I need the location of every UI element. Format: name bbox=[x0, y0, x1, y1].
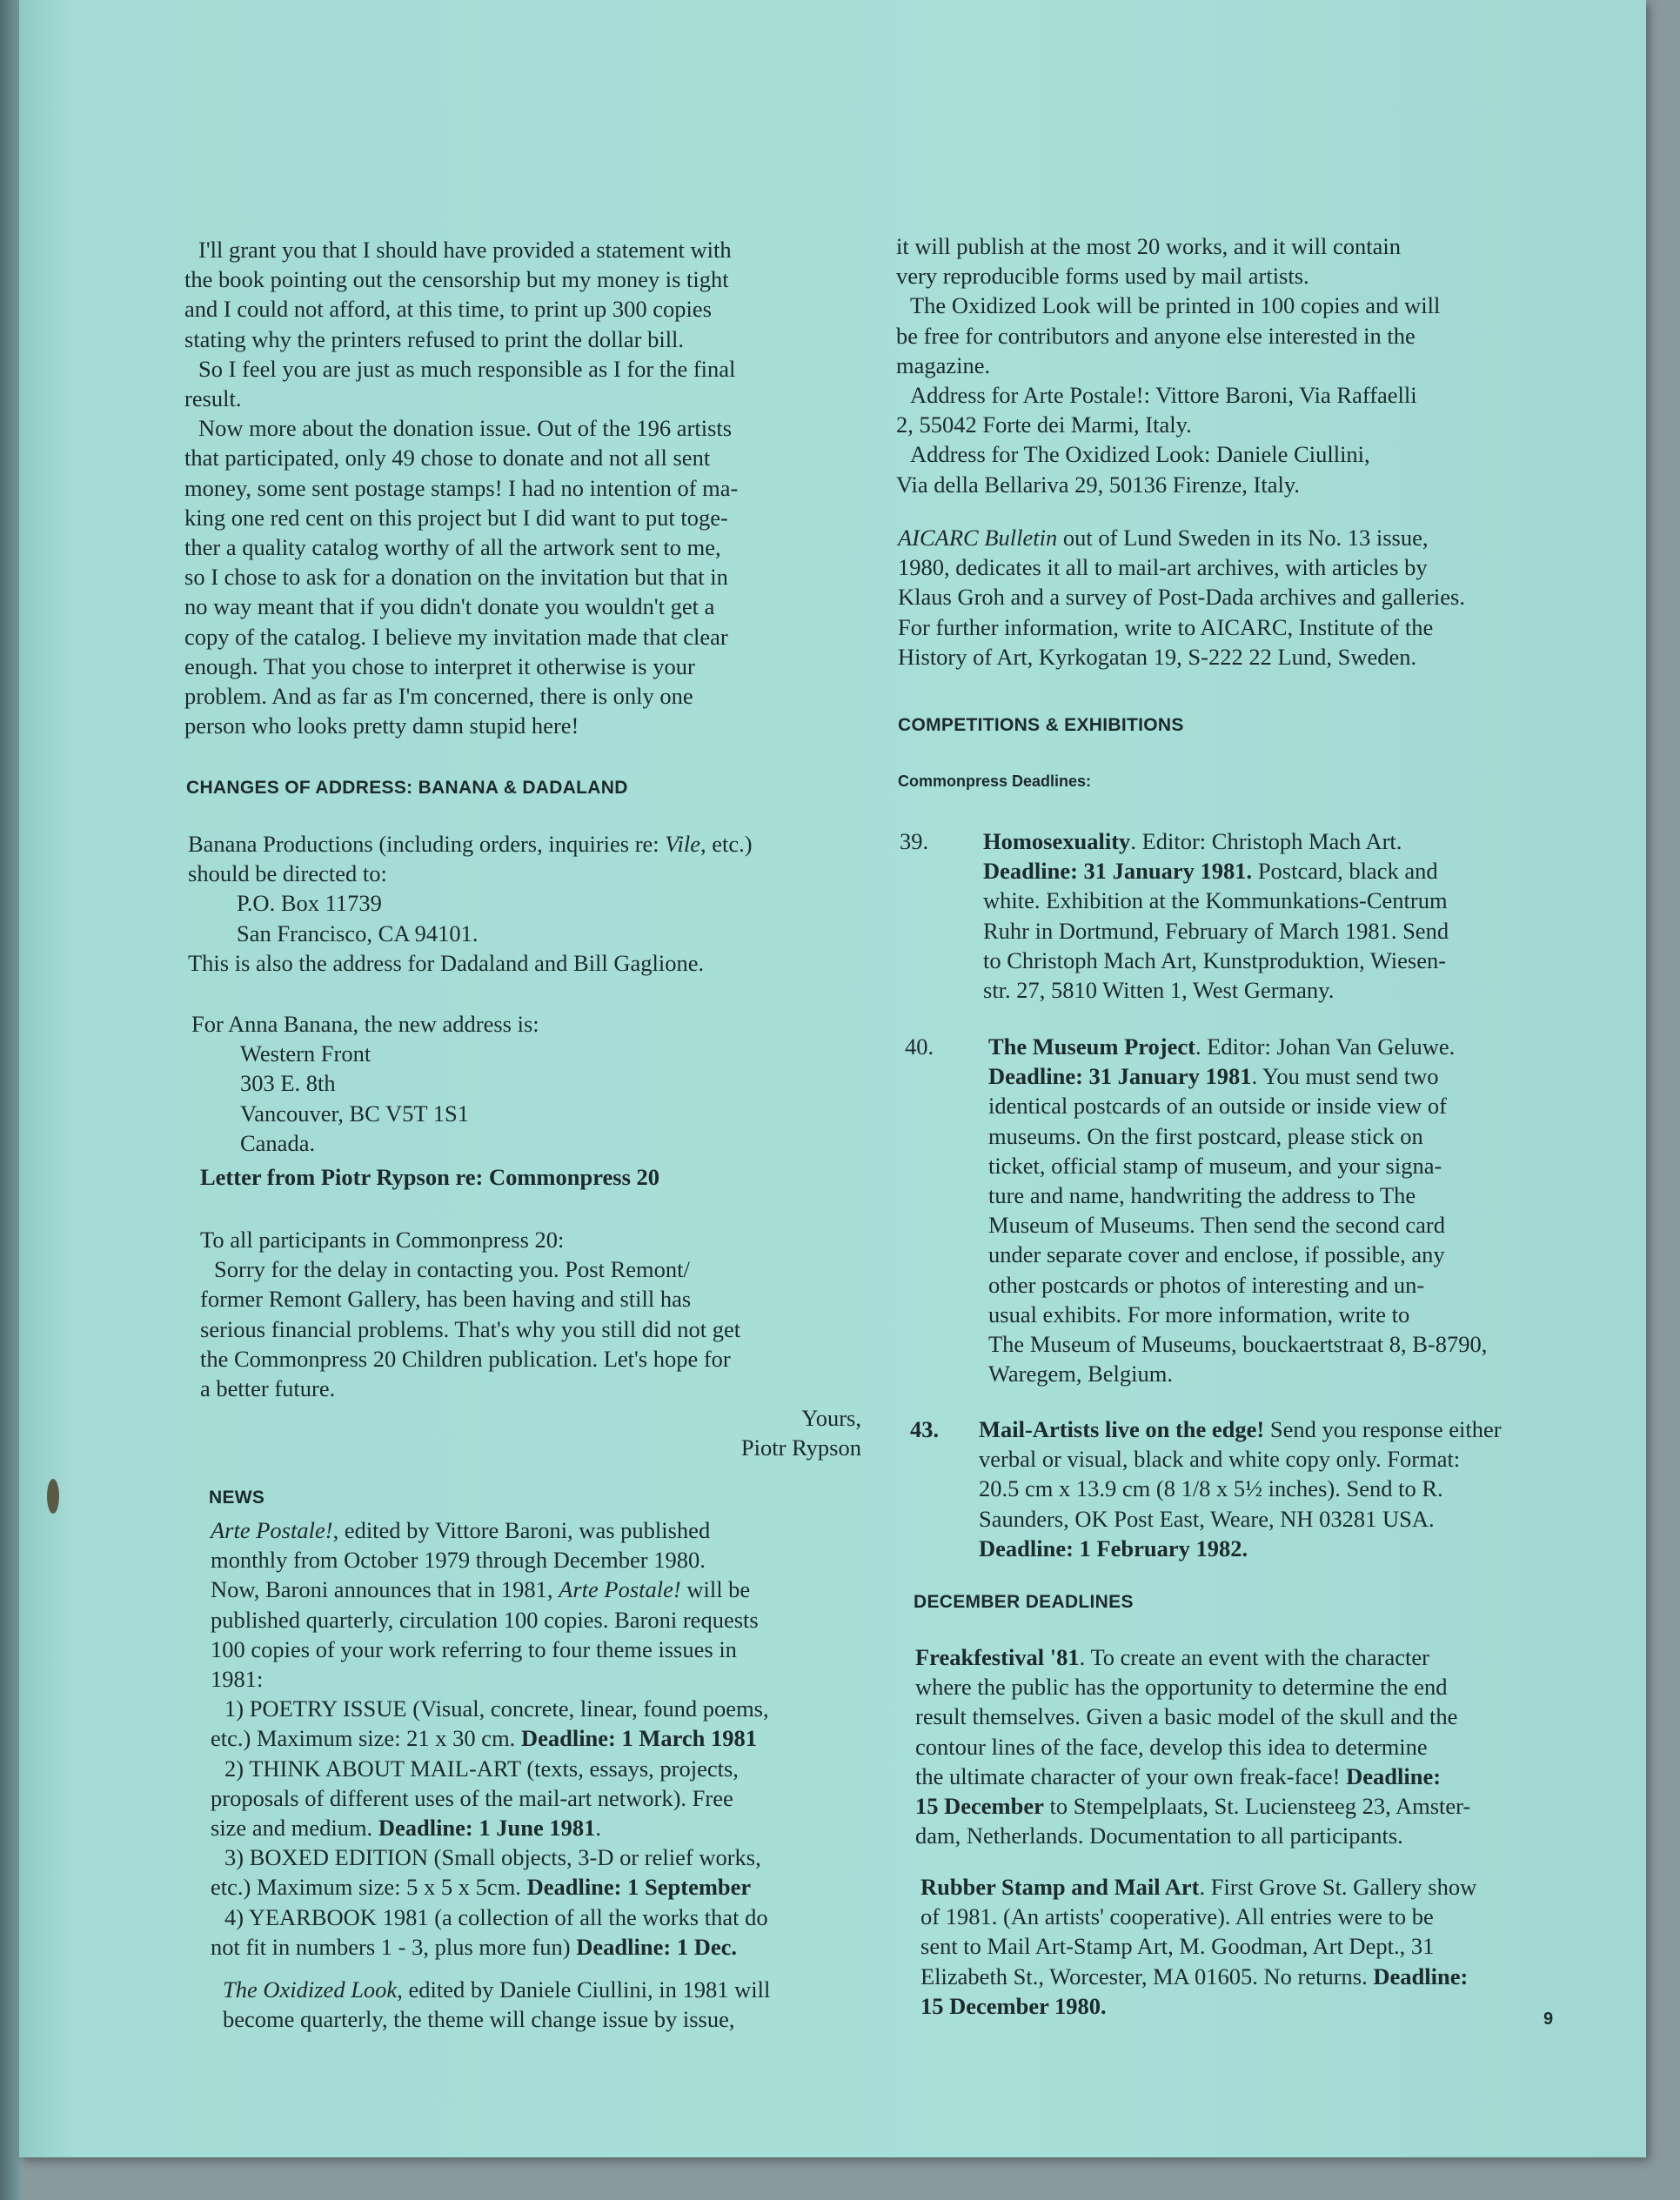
text-line bbox=[915, 1642, 1470, 1672]
text-line: of 1981. (An artists' cooperative). All entries were to be bbox=[920, 1903, 1434, 1930]
paragraph-rubber-stamp bbox=[920, 1872, 1476, 2021]
text-line: 3) BOXED EDITION (Small objects, 3-D or relief works, bbox=[224, 1844, 761, 1871]
competition-item-homosexuality bbox=[983, 826, 1449, 1005]
text-line bbox=[188, 829, 753, 859]
subheading-commonpress-deadlines: Commonpress Deadlines: bbox=[898, 772, 1092, 790]
text-line: under separate cover and enclose, if possible, any bbox=[988, 1241, 1445, 1268]
text-line: For Anna Banana, the new address is: bbox=[191, 1011, 539, 1037]
text-line: Address for Arte Postale!: Vittore Baroni, Via Raffaelli bbox=[910, 382, 1417, 409]
heading-news: NEWS bbox=[209, 1488, 265, 1508]
text-line: Address for The Oxidized Look: Daniele Ciullini, bbox=[910, 441, 1370, 468]
text-line: serious financial problems. That's why you still did not get bbox=[200, 1315, 741, 1342]
text-line: result themselves. Given a basic model of the skull and the bbox=[915, 1703, 1458, 1730]
text-line: ture and name, handwriting the address to The bbox=[988, 1182, 1416, 1209]
item-number: 40. bbox=[905, 1033, 934, 1060]
text-line: contour lines of the face, develop this idea to determine bbox=[915, 1733, 1428, 1760]
text-line: Vancouver, BC V5T 1S1 bbox=[240, 1100, 469, 1127]
text-line: where the public has the opportunity to determine the end bbox=[915, 1674, 1448, 1701]
text-run: Banana Productions (including orders, inquiries re: bbox=[188, 831, 666, 857]
text-line bbox=[988, 1032, 1487, 1061]
text-line: San Francisco, CA 94101. bbox=[237, 919, 479, 946]
text-run: . You must send two bbox=[1251, 1063, 1439, 1090]
text-line bbox=[979, 1534, 1502, 1563]
heading-december-deadlines: DECEMBER DEADLINES bbox=[914, 1592, 1134, 1612]
heading-letter-piotr-rypson: Letter from Piotr Rypson re: Commonpress 20 bbox=[200, 1164, 660, 1190]
text-run: size and medium. bbox=[211, 1815, 378, 1842]
bold-text: Deadline: 1 March 1981 bbox=[520, 1725, 758, 1752]
text-line: Piotr Rypson bbox=[740, 1434, 861, 1461]
bold-text: Deadline: 1 September bbox=[526, 1874, 752, 1901]
page-number: 9 bbox=[1543, 2009, 1554, 2029]
bold-text: Freakfestival '81 bbox=[915, 1644, 1080, 1670]
text-run: . To create an event with the character bbox=[1079, 1644, 1429, 1670]
text-line bbox=[920, 1962, 1476, 1991]
text-line: dam, Netherlands. Documentation to all participants. bbox=[915, 1822, 1403, 1849]
text-line: museums. On the first postcard, please stick on bbox=[988, 1122, 1423, 1149]
text-line: The Oxidized Look will be printed in 100 copies and will bbox=[910, 292, 1441, 319]
italic-title: Arte Postale! bbox=[211, 1517, 333, 1543]
text-line: sent to Mail Art-Stamp Art, M. Goodman, Art Dept., 31 bbox=[920, 1933, 1435, 1960]
bold-text: Deadline: 31 January 1981 bbox=[988, 1063, 1252, 1090]
italic-title: Arte Postale! bbox=[559, 1576, 681, 1603]
text-line: For further information, write to AICARC, Institute of the bbox=[898, 613, 1434, 640]
text-line: other postcards or photos of interesting and un- bbox=[988, 1271, 1425, 1298]
italic-title: The Oxidized Look bbox=[223, 1976, 398, 2003]
text-line: magazine. bbox=[896, 351, 991, 378]
text-line: problem. And as far as I'm concerned, there is only one bbox=[184, 683, 693, 710]
text-line: Waregem, Belgium. bbox=[988, 1361, 1174, 1388]
text-line: former Remont Gallery, has been having and still has bbox=[200, 1286, 692, 1313]
text-line: The Museum of Museums, bouckaertstraat 8, B-8790, bbox=[988, 1331, 1488, 1358]
bold-text: 15 December bbox=[915, 1793, 1044, 1820]
text-line: P.O. Box 11739 bbox=[237, 890, 382, 917]
bold-text: Deadline: 1 February 1982. bbox=[979, 1535, 1248, 1561]
text-run: . Editor: Johan Van Geluwe. bbox=[1195, 1033, 1456, 1060]
text-line: proposals of different uses of the mail-art network). Free bbox=[211, 1784, 733, 1811]
text-line: identical postcards of an outside or inside view of bbox=[988, 1093, 1447, 1120]
text-line: 1981: bbox=[211, 1666, 264, 1693]
text-line: verbal or visual, black and white copy only. Format: bbox=[979, 1446, 1461, 1473]
text-run: Now, Baroni announces that in 1981, bbox=[211, 1576, 559, 1603]
text-line: Klaus Groh and a survey of Post-Dada archives and galleries. bbox=[898, 584, 1465, 611]
text-line bbox=[920, 1872, 1476, 1902]
text-line: 1980, dedicates it all to mail-art archives, with articles by bbox=[898, 554, 1428, 581]
text-line: become quarterly, the theme will change issue by issue, bbox=[223, 2006, 735, 2033]
text-line bbox=[211, 1932, 769, 1962]
text-run: Send you response either bbox=[1264, 1416, 1502, 1442]
text-line: person who looks pretty damn stupid here! bbox=[184, 712, 579, 739]
text-line: 2) THINK ABOUT MAIL-ART (texts, essays, projects, bbox=[224, 1755, 739, 1782]
text-line: So I feel you are just as much responsible as I for the final bbox=[198, 355, 736, 382]
text-line: Museum of Museums. Then send the second card bbox=[988, 1212, 1445, 1239]
paragraph-banana-productions bbox=[188, 829, 753, 978]
paragraph-oxidized-continued bbox=[896, 231, 1440, 499]
text-line bbox=[988, 1061, 1487, 1091]
paragraph-oxidized-look bbox=[223, 1975, 770, 2034]
letter-piotr-rypson bbox=[200, 1225, 861, 1463]
text-line: result. bbox=[184, 385, 242, 412]
text-line: a better future. bbox=[200, 1375, 336, 1402]
text-line: very reproducible forms used by mail artists. bbox=[896, 263, 1309, 290]
text-line: Western Front bbox=[240, 1040, 371, 1067]
paragraph-freakfestival bbox=[915, 1642, 1470, 1850]
competition-item-museum-project bbox=[988, 1032, 1487, 1388]
text-line: so I chose to ask for a donation on the invitation but that in bbox=[184, 564, 728, 591]
text-line: should be directed to: bbox=[188, 860, 387, 887]
text-line: white. Exhibition at the Kommunkations-Centrum bbox=[983, 887, 1448, 914]
text-line: money, some sent postage stamps! I had no intention of ma- bbox=[184, 474, 739, 501]
text-run: to Stempelplaats, St. Luciensteeg 23, Amster- bbox=[1043, 1793, 1471, 1820]
text-line: History of Art, Kyrkogatan 19, S-222 22 Lund, Sweden. bbox=[898, 643, 1417, 670]
paragraph-aicarc-bulletin bbox=[898, 523, 1465, 672]
text-run: not fit in numbers 1 - 3, plus more fun) bbox=[211, 1933, 577, 1960]
text-line: 20.5 cm x 13.9 cm (8 1/8 x 5½ inches). Send to R. bbox=[979, 1475, 1443, 1502]
text-line bbox=[211, 1723, 769, 1753]
text-line: and I could not afford, at this time, to print up 300 copies bbox=[184, 296, 712, 323]
page-stain bbox=[47, 1479, 59, 1514]
text-line: Saunders, OK Post East, Weare, NH 03281 USA. bbox=[979, 1505, 1435, 1532]
text-line: Yours, bbox=[801, 1405, 861, 1432]
text-line: str. 27, 5810 Witten 1, West Germany. bbox=[983, 977, 1335, 1004]
text-line bbox=[983, 826, 1449, 856]
heading-competitions-exhibitions: COMPETITIONS & EXHIBITIONS bbox=[898, 715, 1184, 735]
bold-text: The Museum Project bbox=[988, 1033, 1195, 1060]
text-line bbox=[211, 1872, 769, 1902]
bold-text: Deadline: bbox=[1346, 1762, 1442, 1789]
text-line: Canada. bbox=[240, 1129, 316, 1156]
text-line bbox=[915, 1791, 1470, 1821]
text-line: Sorry for the delay in contacting you. Post Remont/ bbox=[214, 1256, 690, 1283]
text-run: the ultimate character of your own freak-face! bbox=[915, 1762, 1347, 1789]
bold-text: Deadline: bbox=[1373, 1963, 1469, 1989]
text-line: Via della Bellariva 29, 50136 Firenze, Italy. bbox=[896, 471, 1300, 498]
text-line: ther a quality catalog worthy of all the artwork sent to me, bbox=[184, 534, 721, 561]
text-line: 2, 55042 Forte dei Marmi, Italy. bbox=[896, 411, 1192, 438]
text-line bbox=[898, 523, 1465, 552]
text-line: king one red cent on this project but I did want to put toge- bbox=[184, 504, 728, 531]
text-line bbox=[211, 1515, 769, 1545]
paragraph-anna-banana-address bbox=[191, 1009, 539, 1158]
bold-text: Deadline: 31 January 1981. bbox=[983, 858, 1253, 885]
text-line: To all participants in Commonpress 20: bbox=[200, 1227, 565, 1253]
text-line bbox=[211, 1813, 769, 1842]
text-line: to Christoph Mach Art, Kunstproduktion, Wiesen- bbox=[983, 946, 1447, 973]
text-run: etc.) Maximum size: 5 x 5 x 5cm. bbox=[211, 1874, 527, 1901]
bold-text: Homosexuality bbox=[983, 828, 1131, 854]
text-line bbox=[223, 1975, 770, 2004]
text-line: published quarterly, circulation 100 copies. Baroni requests bbox=[211, 1606, 759, 1633]
bold-text: Rubber Stamp and Mail Art bbox=[920, 1874, 1200, 1900]
text-line: I'll grant you that I should have provided a statement with bbox=[198, 237, 732, 263]
text-run: out of Lund Sweden in its No. 13 issue, bbox=[1057, 525, 1429, 551]
text-line: that participated, only 49 chose to donate and not all sent bbox=[184, 445, 711, 471]
text-run: . First Grove St. Gallery show bbox=[1199, 1874, 1477, 1900]
item-number: 39. bbox=[900, 828, 929, 854]
item-number: 43. bbox=[910, 1416, 940, 1442]
text-line: it will publish at the most 20 works, and it will contain bbox=[896, 233, 1402, 259]
paragraph-censorship-donation bbox=[184, 235, 738, 740]
text-line: ticket, official stamp of museum, and your signa- bbox=[988, 1152, 1442, 1179]
text-line: enough. That you chose to interpret it otherwise is your bbox=[184, 652, 695, 679]
paragraph-arte-postale bbox=[211, 1515, 769, 1962]
competition-item-mail-artists-edge bbox=[979, 1414, 1502, 1563]
italic-title: Vile bbox=[665, 831, 701, 857]
text-run: Postcard, black and bbox=[1252, 858, 1438, 885]
text-run: , etc.) bbox=[700, 831, 753, 857]
text-line: no way meant that if you didn't donate you wouldn't get a bbox=[184, 593, 715, 620]
text-line: stating why the printers refused to print the dollar bill. bbox=[184, 325, 685, 352]
text-line bbox=[920, 1991, 1476, 2021]
text-line bbox=[211, 1575, 769, 1604]
text-run: Elizabeth St., Worcester, MA 01605. No returns. bbox=[920, 1963, 1374, 1989]
text-line bbox=[983, 856, 1449, 886]
text-line: 4) YEARBOOK 1981 (a collection of all the works that do bbox=[224, 1903, 768, 1930]
text-line: This is also the address for Dadaland and Bill Gaglione. bbox=[188, 949, 705, 976]
bold-text: Deadline: 1 June 1981 bbox=[378, 1815, 596, 1842]
text-line: 100 copies of your work referring to four theme issues in bbox=[211, 1635, 737, 1662]
text-line bbox=[979, 1414, 1502, 1444]
text-run: . bbox=[595, 1815, 601, 1842]
text-line: usual exhibits. For more information, write to bbox=[988, 1301, 1410, 1327]
text-line: 303 E. 8th bbox=[240, 1070, 336, 1097]
text-run: , edited by Vittore Baroni, was published bbox=[332, 1517, 711, 1543]
text-line: Now more about the donation issue. Out of the 196 artists bbox=[198, 415, 733, 442]
text-line: the book pointing out the censorship but my money is tight bbox=[184, 266, 729, 293]
text-run: will be bbox=[680, 1576, 751, 1603]
italic-title: AICARC Bulletin bbox=[898, 525, 1058, 551]
text-line: the Commonpress 20 Children publication. Let's hope for bbox=[200, 1345, 731, 1372]
text-line: monthly from October 1979 through December 1980. bbox=[211, 1547, 706, 1574]
bold-text: Mail-Artists live on the edge! bbox=[979, 1416, 1265, 1442]
bold-text: Deadline: 1 Dec. bbox=[576, 1933, 737, 1960]
text-run: . Editor: Christoph Mach Art. bbox=[1130, 828, 1402, 854]
text-line: Ruhr in Dortmund, February of March 1981. Send bbox=[983, 917, 1449, 944]
text-line: copy of the catalog. I believe my invitation made that clear bbox=[184, 623, 728, 650]
bold-text: 15 December 1980. bbox=[920, 1992, 1107, 2019]
text-line: 1) POETRY ISSUE (Visual, concrete, linear, found poems, bbox=[224, 1695, 769, 1722]
text-run: etc.) Maximum size: 21 x 30 cm. bbox=[211, 1725, 521, 1752]
text-line: be free for contributors and anyone else interested in the bbox=[896, 322, 1416, 349]
text-run: , edited by Daniele Ciullini, in 1981 will bbox=[397, 1976, 771, 2003]
text-line bbox=[915, 1762, 1470, 1791]
heading-changes-of-address: CHANGES OF ADDRESS: BANANA & DADALAND bbox=[186, 778, 628, 798]
